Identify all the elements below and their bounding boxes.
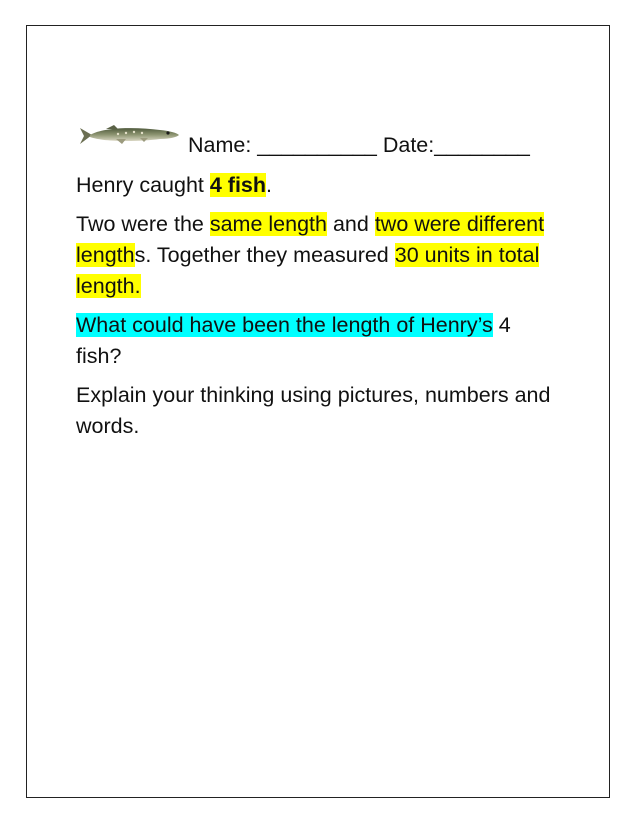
conditions-paragraph [76, 209, 556, 302]
conditions-text-a: Two were the [76, 212, 210, 236]
question-highlight: What could have been the length of Henry’s [76, 313, 493, 337]
intro-text: Henry caught [76, 173, 210, 197]
name-label: Name: __________ [188, 133, 383, 157]
name-date-line [188, 133, 530, 159]
different-lengths-highlight: two were different length [76, 212, 545, 267]
question-rest: 4 fish? [76, 313, 511, 368]
same-length-highlight: same length [209, 212, 327, 236]
intro-line [76, 170, 556, 201]
date-label: Date:________ [382, 133, 530, 157]
worksheet-header [76, 118, 576, 162]
conditions-text-b: and [326, 212, 375, 236]
question-paragraph [76, 310, 556, 372]
intro-end: . [266, 173, 272, 197]
conditions-text-c: s. Together they measured [134, 243, 395, 267]
fish-icon [76, 118, 180, 156]
fish-count-highlight: 4 fish [209, 173, 267, 197]
instructions-paragraph: Explain your thinking using pictures, numbers and words. [76, 383, 551, 438]
total-length-highlight: 30 units in total length. [76, 243, 540, 298]
problem-text [76, 170, 556, 450]
